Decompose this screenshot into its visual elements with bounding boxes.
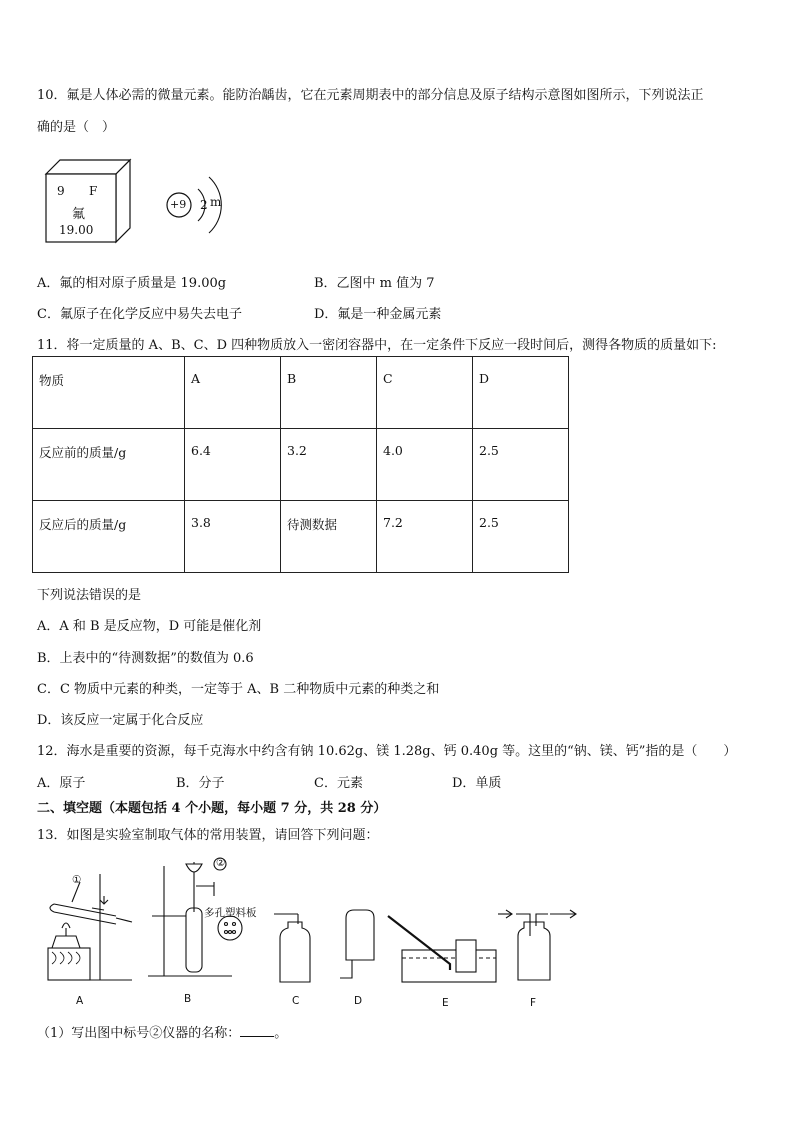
q12-option-d: D．单质 <box>452 776 502 791</box>
table-cell: 7.2 <box>377 501 473 573</box>
apparatus-a <box>48 874 132 980</box>
table-row <box>33 429 569 501</box>
q10-option-d: D．氟是一种金属元素 <box>314 307 442 322</box>
mass-table <box>32 356 569 573</box>
apparatus-label-c: C <box>292 995 300 1007</box>
q11-option-c: C．C 物质中元素的种类，一定等于 A、B 二种物质中元素的种类之和 <box>37 682 440 697</box>
apparatus-label-a: A <box>76 995 84 1007</box>
table-cell: 2.5 <box>473 501 569 573</box>
q12-stem: 12．海水是重要的资源，每千克海水中约含有钠 10.62g、镁 1.28g、钙 0.40g 等。这里的“钠、镁、钙”指的是（ ） <box>37 744 737 759</box>
atom-shell2: m <box>210 195 222 209</box>
q12-option-c: C．元素 <box>314 776 363 791</box>
table-cell: 物质 <box>33 357 185 429</box>
table-cell: 6.4 <box>185 429 281 501</box>
element-mass: 19.00 <box>59 223 94 237</box>
q12-option-a: A．原子 <box>37 776 86 791</box>
q10-option-c: C．氟原子在化学反应中易失去电子 <box>37 307 242 322</box>
marker-2-label: ② <box>216 857 226 869</box>
table-row <box>33 501 569 573</box>
atom-shell1: 2 <box>200 198 208 212</box>
q11-stem: 11．将一定质量的 A、B、C、D 四种物质放入一密闭容器中，在一定条件下反应一段时间后，测得各物质的质量如下: <box>37 338 717 353</box>
q10-stem-line1: 10．氟是人体必需的微量元素。能防治龋齿，它在元素周期表中的部分信息及原子结构示意图如图所示，下列说法正 <box>37 88 704 103</box>
q11-option-d: D．该反应一定属于化合反应 <box>37 713 204 728</box>
table-row <box>33 357 569 429</box>
table-cell: 3.2 <box>281 429 377 501</box>
q10-option-a: A．氟的相对原子质量是 19.00g <box>37 276 227 291</box>
q12-option-b: B．分子 <box>176 776 225 791</box>
element-symbol: F <box>89 184 98 198</box>
table-cell: C <box>377 357 473 429</box>
element-name: 氟 <box>72 207 86 222</box>
lab-apparatus-diagram <box>36 852 596 992</box>
apparatus-e <box>388 916 496 982</box>
answer-blank[interactable] <box>240 1024 274 1037</box>
q10-stem-line2: 确的是（ ） <box>37 120 116 135</box>
apparatus-label-b: B <box>184 993 192 1005</box>
q13-sub1-end: 。 <box>274 1026 288 1041</box>
section-title: 二、填空题（本题包括 4 个小题，每小题 7 分，共 28 分） <box>37 801 387 816</box>
apparatus-label-e: E <box>442 997 449 1009</box>
apparatus-c <box>274 914 310 982</box>
table-cell: 2.5 <box>473 429 569 501</box>
q10-option-b: B．乙图中 m 值为 7 <box>314 276 435 291</box>
apparatus-label-f: F <box>530 997 537 1009</box>
table-cell: 待测数据 <box>281 501 377 573</box>
plate-label: 多孔塑料板 <box>204 907 257 919</box>
marker-1-label: ① <box>72 874 82 886</box>
table-cell: A <box>185 357 281 429</box>
table-cell: 反应后的质量/g <box>33 501 185 573</box>
atom-nucleus: +9 <box>170 198 187 211</box>
apparatus-label-d: D <box>354 995 363 1007</box>
table-cell: B <box>281 357 377 429</box>
q13-sub1-text: （1）写出图中标号②仪器的名称： <box>37 1026 241 1041</box>
q13-stem: 13．如图是实验室制取气体的常用装置，请回答下列问题： <box>37 828 379 843</box>
element-number: 9 <box>57 184 65 198</box>
apparatus-d <box>340 910 374 978</box>
q11-prompt: 下列说法错误的是 <box>37 588 142 603</box>
table-cell: 反应前的质量/g <box>33 429 185 501</box>
q13-sub1 <box>37 1022 287 1041</box>
q11-option-a: A．A 和 B 是反应物，D 可能是催化剂 <box>37 619 262 634</box>
table-cell: 3.8 <box>185 501 281 573</box>
table-cell: D <box>473 357 569 429</box>
table-cell: 4.0 <box>377 429 473 501</box>
q11-option-b: B．上表中的“待测数据”的数值为 0.6 <box>37 651 254 666</box>
apparatus-f <box>498 910 576 980</box>
